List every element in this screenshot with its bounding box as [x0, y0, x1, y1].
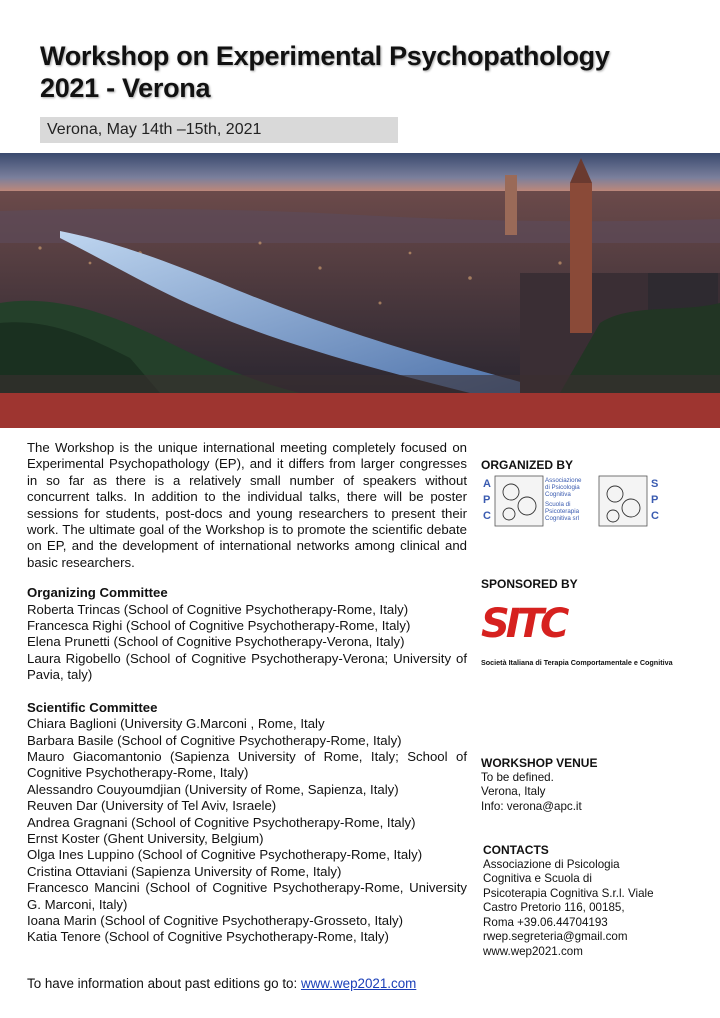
- scientific-committee: [27, 700, 467, 946]
- venue-line: Verona, Italy: [481, 785, 546, 798]
- main-content: [27, 440, 467, 946]
- page-title: [40, 40, 680, 104]
- sitc-logo: [481, 596, 581, 652]
- spc-letter-c: C: [651, 510, 659, 522]
- spc-letters: [651, 476, 659, 524]
- apc-letter-c: C: [483, 510, 491, 522]
- footer-note: [27, 976, 416, 991]
- apc-logo-text: Associazione di Psicologia Cognitiva Scuola di Psicoterapia Cognitiva srl: [545, 477, 582, 522]
- workshop-venue: [481, 756, 597, 814]
- venue-heading: WORKSHOP VENUE: [481, 756, 598, 770]
- date-banner: Verona, May 14th –15th, 2021: [40, 117, 398, 143]
- apc-letter-a: A: [483, 478, 491, 490]
- red-divider-band: [0, 393, 720, 428]
- committee-member: Francesco Mancini (School of Cognitive Psychotherapy-Rome, University G. Marconi, Italy): [27, 880, 467, 912]
- contact-website[interactable]: www.wep2021.com: [483, 944, 583, 958]
- spc-letter-s: S: [651, 478, 659, 490]
- committee-member: Alessandro Couyoumdjian (University of Rome, Sapienza, Italy): [27, 781, 399, 797]
- venue-line: Info: verona@apc.it: [481, 799, 582, 813]
- committee-member: Ioana Marin (School of Cognitive Psychotherapy-Grosseto, Italy): [27, 912, 404, 928]
- verona-panorama-image: [0, 153, 720, 393]
- title-line-1: Workshop on Experimental Psychopathology: [40, 41, 610, 71]
- committee-member: Mauro Giacomantonio (Sapienza University of Rome, Italy; School of Cognitive Psychotherapy-Rome, Italy): [27, 748, 467, 781]
- committee-member: Reuven Dar (University of Tel Aviv, Israele): [27, 798, 277, 814]
- organizing-committee: [27, 585, 467, 683]
- organized-by-heading: ORGANIZED BY: [481, 458, 574, 472]
- committee-member: Katia Tenore (School of Cognitive Psychotherapy-Rome, Italy): [27, 929, 389, 945]
- committee-member: Olga Ines Luppino (School of Cognitive Psychotherapy-Rome, Italy): [27, 847, 423, 863]
- contacts-heading: CONTACTS: [483, 843, 549, 857]
- apc-letters: [483, 476, 491, 524]
- title-line-2: 2021 - Verona: [40, 73, 211, 103]
- contact-line: Psicoterapia Cognitiva S.r.l. Viale: [483, 886, 654, 900]
- committee-member: Roberta Trincas (School of Cognitive Psychotherapy-Rome, Italy): [27, 601, 409, 617]
- intro-paragraph: The Workshop is the unique international meeting completely focused on Experimental Psychopathology (EP), and it differs from larger congresses in so far as there is a relatively small number of speakers without concurrent talks. In addition to the individual talks, there will be poster sessions for students, post-docs and young researchers to present their work. The ultimate goal of the Workshop is to promote the scientific debate on EP, and the development of international networks among clinical and basic researchers.: [27, 440, 467, 570]
- committee-member: Andrea Gragnani (School of Cognitive Psychotherapy-Rome, Italy): [27, 814, 416, 830]
- contact-line: Cognitiva e Scuola di: [483, 872, 592, 885]
- contact-line: Associazione di Psicologia: [483, 857, 620, 871]
- contacts: [483, 843, 683, 959]
- contact-line: Castro Pretorio 116, 00185,: [483, 901, 625, 914]
- contact-email[interactable]: rwep.segreteria@gmail.com: [483, 930, 628, 943]
- committee-member: Chiara Baglioni (University G.Marconi , Rome, Italy: [27, 716, 325, 732]
- sitc-logo-text: SITC: [481, 601, 566, 647]
- website-link[interactable]: www.wep2021.com: [300, 976, 417, 991]
- contact-line: Roma +39.06.44704193: [483, 915, 608, 929]
- committee-member: Francesca Righi (School of Cognitive Psychotherapy-Rome, Italy): [27, 618, 411, 634]
- sponsored-by-heading: SPONSORED BY: [481, 577, 578, 591]
- committee-member: Barbara Basile (School of Cognitive Psychotherapy-Rome, Italy): [27, 732, 402, 748]
- footer-text: To have information about past editions go to:: [27, 976, 301, 991]
- spc-letter-p: P: [651, 494, 659, 506]
- committee-member: Ernst Koster (Ghent University, Belgium): [27, 830, 264, 846]
- committee-member: Laura Rigobello (School of Cognitive Psychotherapy-Verona; University of Pavia, taly): [27, 650, 467, 683]
- organizing-committee-heading: Organizing Committee: [27, 585, 168, 601]
- venue-line: To be defined.: [481, 770, 554, 784]
- apc-letter-p: P: [483, 494, 491, 506]
- committee-member: Elena Prunetti (School of Cognitive Psychotherapy-Verona, Italy): [27, 634, 405, 650]
- committee-member: Cristina Ottaviani (Sapienza University of Rome, Italy): [27, 863, 342, 879]
- apc-spc-logo: [481, 474, 666, 530]
- scientific-committee-heading: Scientific Committee: [27, 699, 158, 715]
- sitc-caption: Società Italiana di Terapia Comportamentale e Cognitiva: [481, 658, 673, 667]
